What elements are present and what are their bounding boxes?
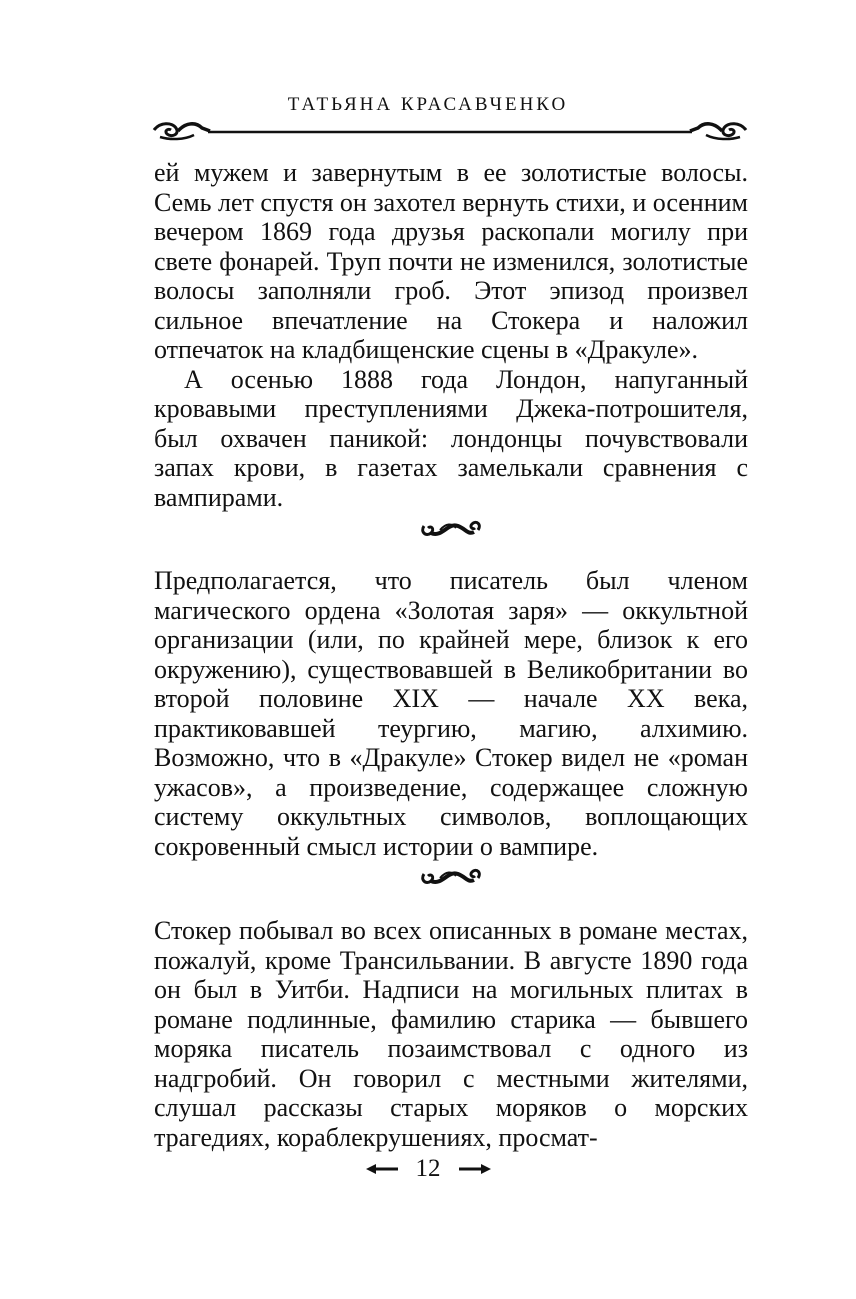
page-number: 12 bbox=[415, 1155, 441, 1182]
section-break-ornament-icon bbox=[418, 518, 484, 540]
section-break-ornament-icon bbox=[418, 866, 484, 888]
paragraph: Предполагается, что писатель был членом магического ордена «Золотая заря» — оккультной организации (или, по крайней мере, близок к его окружению), существовавшей в Великобритании во второй половине XIX — начале XX века, практиковавшей теургию, магию, алхимию. Возможно, что в «Дракуле» Стокер видел не «роман ужасов», а произведение, содержащее сложную систему оккультных символов, воплощающих сокровенный смысл истории о вампире. bbox=[154, 566, 748, 861]
text-section-1 bbox=[154, 158, 748, 512]
paragraph: ей мужем и завернутым в ее золотистые волосы. Семь лет спустя он захотел вернуть стихи, и осенним вечером 1869 года друзья раскопали могилу при свете фонарей. Труп почти не изменился, золотистые волосы заполняли гроб. Этот эпизод произвел сильное впечатление на Стокера и наложил отпечаток на кладбищенские сцены в «Дракуле». bbox=[154, 158, 748, 364]
author-name: ТАТЬЯНА КРАСАВЧЕНКО bbox=[287, 94, 569, 115]
text-section-2 bbox=[154, 566, 748, 861]
paragraph: А осенью 1888 года Лондон, напуганный кровавыми преступлениями Джека-потрошителя, был охвачен паникой: лондонцы почувствовали запах крови, в газетах замелькали сравнения с вампирами. bbox=[154, 364, 748, 512]
left-arrow-icon bbox=[366, 1163, 398, 1175]
page-footer bbox=[0, 1152, 856, 1192]
paragraph: Стокер побывал во всех описанных в романе местах, пожалуй, кроме Трансильвании. В августе 1890 года он был в Уитби. Надписи на могильных плитах в романе подлинные, фамилию старика — бывшего моряка писатель позаимствовал с одного из надгробий. Он говорил с местными жителями, слушал рассказы старых моряков о морских трагедиях, кораблекрушениях, просмат- bbox=[154, 916, 748, 1152]
text-section-3 bbox=[154, 916, 748, 1152]
running-header bbox=[0, 94, 856, 116]
header-rule-flourish-icon bbox=[150, 118, 750, 148]
right-arrow-icon bbox=[459, 1163, 491, 1175]
